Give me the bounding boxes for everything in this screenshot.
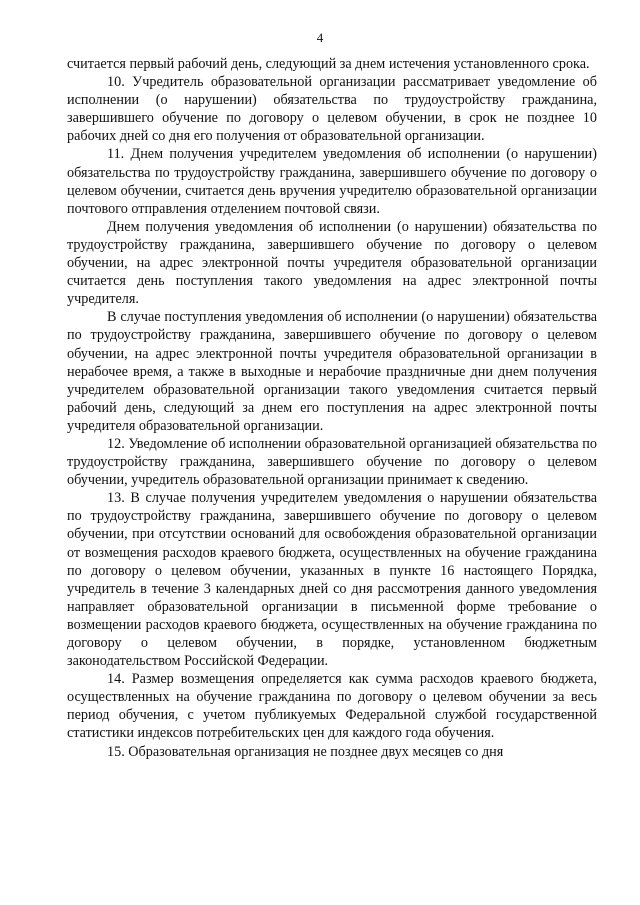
- paragraph-11-email: Днем получения уведомления об исполнении (о нарушении) обязательства по трудоустройству гражданина, завершившего обучение по договору о целевом обучении, на адрес электронной почты учредителя образовательной организации считается день поступления такого уведомления на адрес электронной почты учредителя.: [67, 218, 597, 308]
- paragraph-10: 10. Учредитель образовательной организации рассматривает уведомление об исполнении (о нарушении) обязательства по трудоустройству гражданина, завершившего обучение по договору о целевом обучении, в срок не позднее 10 рабочих дней со дня его получения от образовательной организации.: [67, 74, 597, 145]
- paragraph-13: 13. В случае получения учредителем уведомления о нарушении обязательства по трудоустройству гражданина, завершившего обучение по договору о целевом обучении, при отсутствии оснований для освобождения образовательной организации от возмещения расходов краевого бюджета, осуществленных на обучение гражданина по договору о целевом обучении, указанных в пункте 16 настоящего Порядка, учредитель в течение 3 календарных дней со дня рассмотрения данного уведомления направляет образовательной организации в письменной форме требование о возмещении расходов краевого бюджета, осуществленных на обучение гражданина по договору о целевом обучении, в порядке, установленном бюджетным законодательством Российской Федерации.: [67, 490, 597, 670]
- paragraph-15: 15. Образовательная организация не позднее двух месяцев со дня: [107, 743, 504, 760]
- paragraph-14: 14. Размер возмещения определяется как сумма расходов краевого бюджета, осуществленных на обучение гражданина по договору о целевом обучении за весь период обучения, с учетом публикуемых Федеральной службой государственной статистики индексов потребительских цен для каждого года обучения.: [67, 671, 597, 742]
- paragraph-12: 12. Уведомление об исполнении образовательной организацией обязательства по трудоустройству гражданина, завершившего обучение по договору о целевом обучении, учредитель образовательной организации принимает к сведению.: [67, 435, 597, 489]
- paragraph-continuation: считается первый рабочий день, следующий за днем истечения установленного срока.: [67, 56, 590, 72]
- document-body: [67, 55, 597, 761]
- paragraph-11-nonworking-time: В случае поступления уведомления об исполнении (о нарушении) обязательства по трудоустройству гражданина, завершившего обучение по договору о целевом обучении, на адрес электронной почты учредителя образовательной организации в нерабочее время, а также в выходные и нерабочие праздничные дни днем получения учредителем образовательной организации такого уведомления считается первый рабочий день, следующий за днем его поступления на адрес электронной почты учредителя образовательной организации.: [67, 309, 597, 434]
- page-number: 4: [316, 30, 324, 45]
- paragraph-11: 11. Днем получения учредителем уведомления об исполнении (о нарушении) обязательства по трудоустройству гражданина, завершившего обучение по договору о целевом обучении, считается день вручения учредителю образовательной организации почтового отправления отделением почтовой связи.: [67, 146, 597, 217]
